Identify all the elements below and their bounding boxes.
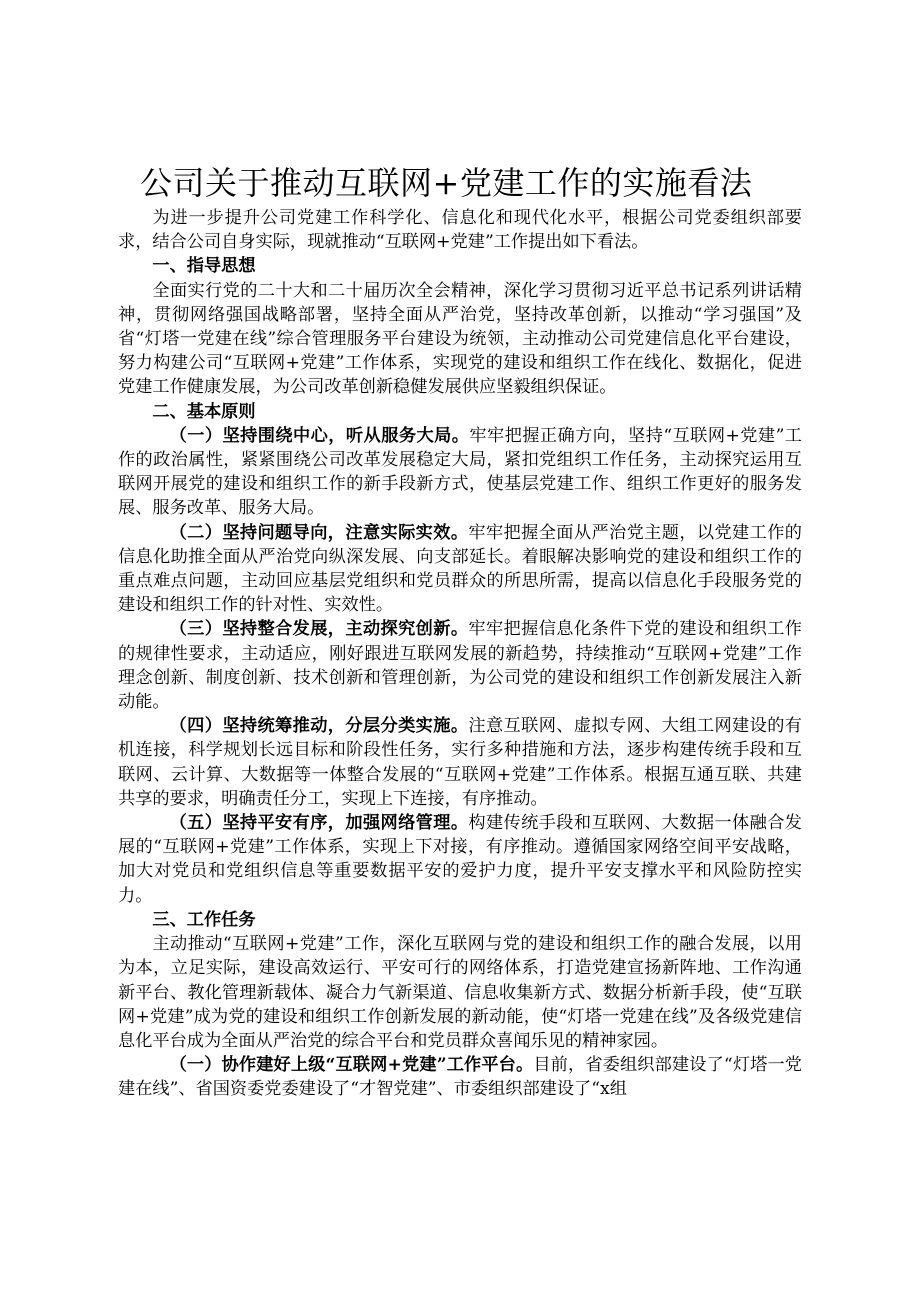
task-paragraph <box>118 1053 802 1101</box>
principle-lead: （三）坚持整合发展，主动探究创新。 <box>169 619 469 640</box>
principle-lead: （四）坚持统筹推动，分层分类实施。 <box>169 716 469 737</box>
principle-text: 牢牢把握信息化条件下党的建设和组织工作的规律性要求，主动适应，刚好跟进互联网发展的新趋势，持续推动“互联网+党建”工作理念创新、制度创新、技术创新和管理创新，为公司党的建设和组织工作创新发展注入新动能。 <box>118 619 802 713</box>
task-text: 目前，省委组织部建设了“灯塔一党建在线”、省国资委党委建设了“才智党建”、市委组织部建设了“x组 <box>118 1055 802 1100</box>
intro-paragraph: 为进一步提升公司党建工作科学化、信息化和现代化水平，根据公司党委组织部要求，结合公司自身实际，现就推动“互联网+党建”工作提出如下看法。 <box>118 208 802 253</box>
principle-paragraph <box>118 714 802 811</box>
principle-lead: （五）坚持平安有序，加强网络管理。 <box>169 813 469 834</box>
principle-text: 注意互联网、虚拟专网、大组工网建设的有机连接，科学规划长远目标和阶段性任务，实行多种措施和方法，逐步构建传统手段和互联网、云计算、大数据等一体整合发展的“互联网+党建”工作体系。根据互通互联、共建共享的要求，明确责任分工，实现上下连接，有序推动。 <box>118 716 802 809</box>
principle-text: 构建传统手段和互联网、大数据一体融合发展的“互联网+党建”工作体系，实现上下对接，有序推动。遵循国家网络空间平安战略，加大对党员和党组织信息等重要数据平安的爱护力度，提升平安支撑水平和风险防控实力。 <box>118 813 802 906</box>
work-tasks-paragraph: 主动推动“互联网+党建”工作，深化互联网与党的建设和组织工作的融合发展，以用为本，立足实际，建设高效运行、平安可行的网络体系，打造党建宣扬新阵地、工作沟通新平台、教化管理新载体、凝合力气新渠道、信息收集新方式、数据分析新手段，使“互联网+党建”成为党的建设和组织工作创新发展的新动能，使“灯塔一党建在线”及各级党建信息化平台成为全面从严治党的综合平台和党员群众喜闻乐见的精神家园。 <box>118 934 802 1051</box>
principle-paragraph <box>118 617 802 714</box>
section-heading-basic-principles: 二、基本原则 <box>152 401 256 422</box>
guiding-ideology-paragraph: 全面实行党的二十大和二十届历次全会精神，深化学习贯彻习近平总书记系列讲话精神，贯彻网络强国战略部署，坚持全面从严治党，坚持改革创新，以推动“学习强国”及省“灯塔一党建在线”综合管理服务平台建设为统领，主动推动公司党建信息化平台建设，努力构建公司“互联网+党建”工作体系，实现党的建设和组织工作在线化、数据化，促进党建工作健康发展，为公司改革创新稳健发展供应坚毅组织保证。 <box>118 280 802 398</box>
document-page <box>118 160 802 1102</box>
task-lead: （一）协作建好上级“互联网+党建”工作平台。 <box>169 1055 534 1076</box>
principle-paragraph <box>118 424 802 521</box>
principle-lead: （二）坚持问题导向，注意实际实效。 <box>169 522 469 543</box>
document-title: 公司关于推动互联网+党建工作的实施看法 <box>140 164 753 202</box>
section-heading-guiding-ideology: 一、指导思想 <box>152 256 256 277</box>
principle-paragraph <box>118 521 802 618</box>
principle-paragraph <box>118 811 802 908</box>
principle-text: 牢牢把握全面从严治党主题，以党建工作的信息化助推全面从严治党向纵深发展、向支部延长。着眼解决影响党的建设和组织工作的重点难点问题，主动回应基层党组织和党员群众的所思所需，提高以信息化手段服务党的建设和组织工作的针对性、实效性。 <box>118 522 802 616</box>
section-heading-work-tasks: 三、工作任务 <box>152 909 256 930</box>
principle-lead: （一）坚持围绕中心，听从服务大局。 <box>169 425 470 446</box>
principle-text: 牢牢把握正确方向，坚持“互联网+党建”工作的政治属性，紧紧围绕公司改革发展稳定大局，紧扣党组织工作任务，主动探究运用互联网开展党的建设和组织工作的新手段新方式，使基层党建工作、组织工作更好的服务发展、服务改革、服务大局。 <box>118 425 802 519</box>
